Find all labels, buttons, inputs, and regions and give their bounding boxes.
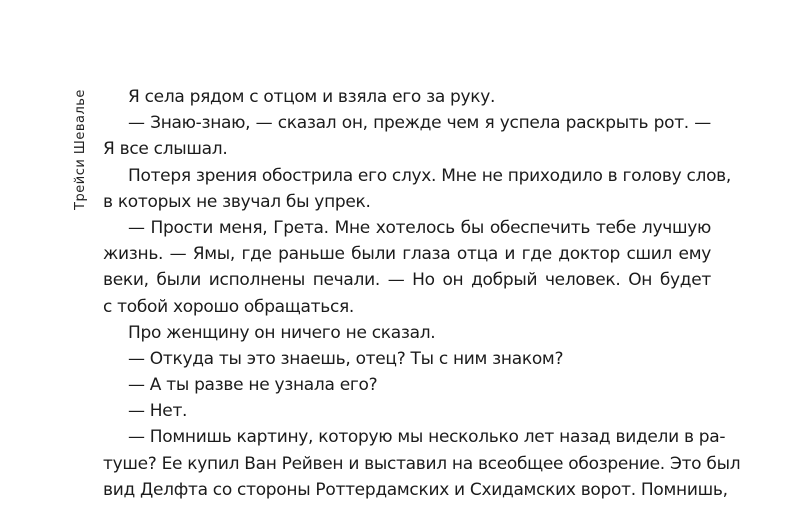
text-line: Я села рядом с отцом и взяла его за руку.: [128, 87, 496, 107]
text-line: Потеря зрения обострила его слух. Мне не приходило в голову слов,: [128, 165, 732, 186]
running-head-text: Трейси Шевалье: [72, 88, 88, 210]
text-line: в которых не звучал бы упрек.: [103, 191, 371, 212]
text-line: — Помнишь картину, которую мы несколько лет назад видели в ра-: [128, 427, 726, 448]
running-head: [70, 88, 90, 210]
text-line: — Откуда ты это знаешь, отец? Ты с ним знаком?: [128, 348, 564, 369]
text-line: вид Делфта со стороны Роттердамских и Схидамских ворот. Помнишь,: [103, 479, 728, 500]
text-line: Я все слышал.: [103, 139, 228, 160]
text-line: — Нет.: [128, 401, 188, 422]
text-line: веки, были исполнены печали. — Но он добрый человек. Он будет: [103, 270, 711, 291]
text-line: — Знаю-знаю, — сказал он, прежде чем я успела раскрыть рот. —: [128, 113, 711, 134]
text-line: жизнь. — Ямы, где раньше были глаза отца и где доктор сшил ему: [103, 244, 711, 265]
text-line: с тобой хорошо обращаться.: [103, 296, 355, 317]
text-line: Про женщину он ничего не сказал.: [128, 322, 436, 343]
text-line: — А ты разве не узнала его?: [128, 375, 378, 396]
text-line: туше? Ее купил Ван Рейвен и выставил на всеобщее обозрение. Это был: [103, 453, 741, 474]
body-text: [103, 84, 741, 503]
text-line: — Прости меня, Грета. Мне хотелось бы обеспечить тебе лучшую: [128, 217, 711, 238]
